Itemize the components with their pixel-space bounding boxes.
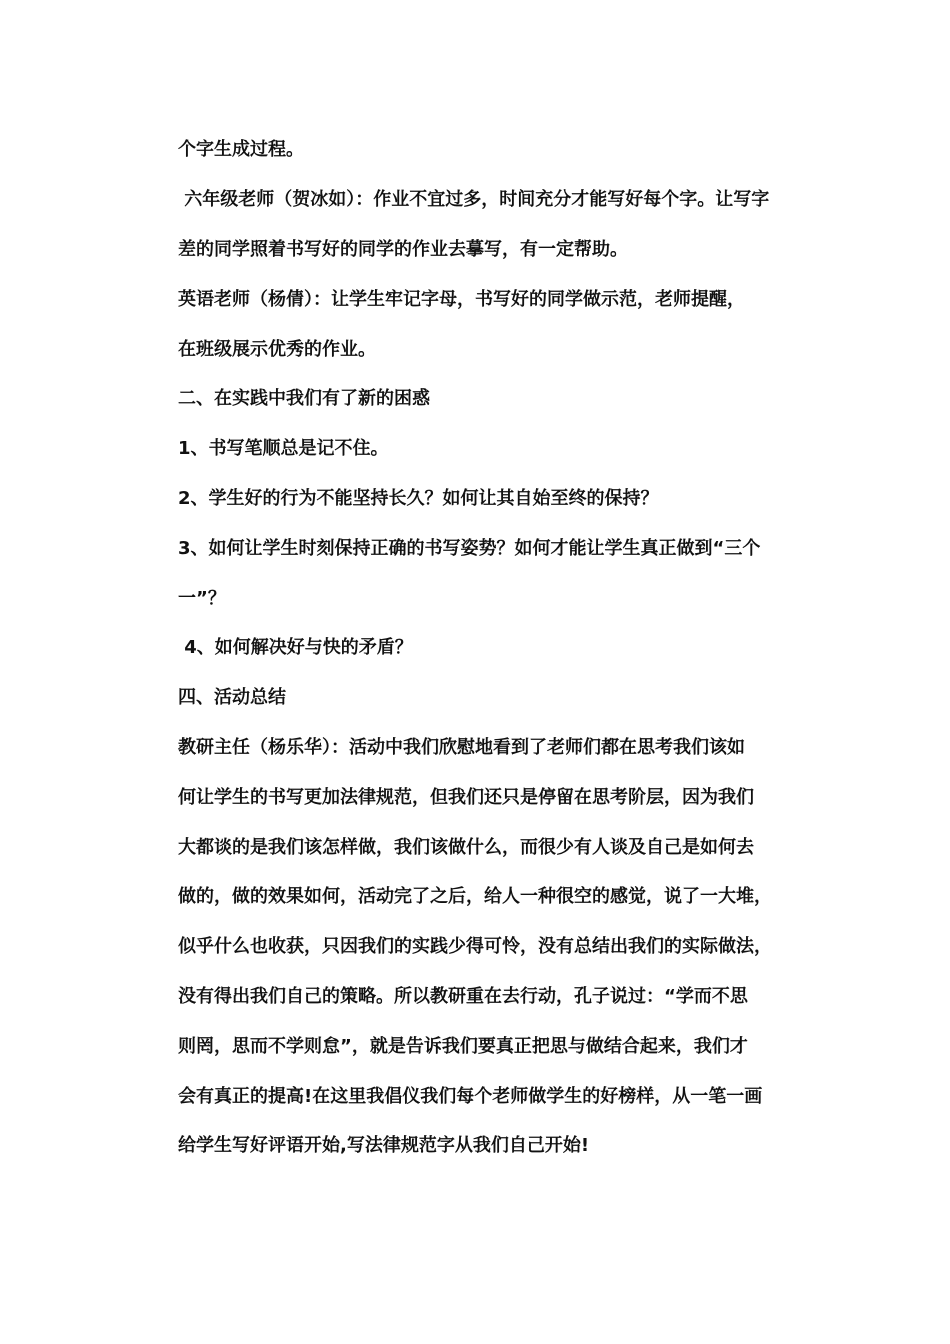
summary-line-7: 则罔，思而不学则怠”，就是告诉我们要真正把思与做结合起来，我们才 xyxy=(178,1036,748,1057)
list-item-3: 3、如何让学生时刻保持正确的书写姿势？如何才能让学生真正做到“三个 xyxy=(178,538,761,559)
summary-line-2: 何让学生的书写更加法律规范，但我们还只是停留在思考阶层，因为我们 xyxy=(178,787,754,808)
list-item-1: 1、书写笔顺总是记不住。 xyxy=(178,438,389,459)
summary-line-3: 大都谈的是我们该怎样做，我们该做什么，而很少有人谈及自己是如何去 xyxy=(178,837,754,858)
summary-line-8: 会有真正的提高!在这里我倡仪我们每个老师做学生的好榜样，从一笔一画 xyxy=(178,1086,763,1107)
text-line-3: 差的同学照着书写好的同学的作业去摹写，有一定帮助。 xyxy=(178,239,628,260)
section-heading-4: 四、活动总结 xyxy=(178,687,286,708)
text-line-2: 六年级老师（贺冰如）：作业不宜过多，时间充分才能写好每个字。让写字 xyxy=(178,189,770,210)
summary-line-9: 给学生写好评语开始,写法律规范字从我们自己开始! xyxy=(178,1135,590,1156)
section-heading-2: 二、在实践中我们有了新的困惑 xyxy=(178,388,430,409)
summary-line-4: 做的，做的效果如何，活动完了之后，给人一种很空的感觉，说了一大堆， xyxy=(178,886,772,907)
summary-line-1: 教研主任（杨乐华）：活动中我们欣慰地看到了老师们都在思考我们该如 xyxy=(178,737,745,758)
list-item-4: 4、如何解决好与快的矛盾？ xyxy=(178,637,413,658)
text-line-1: 个字生成过程。 xyxy=(178,139,304,160)
text-line-5: 在班级展示优秀的作业。 xyxy=(178,339,376,360)
text-line-4: 英语老师（杨倩）：让学生牢记字母，书写好的同学做示范，老师提醒， xyxy=(178,289,745,310)
summary-line-6: 没有得出我们自己的策略。所以教研重在去行动，孔子说过：“学而不思 xyxy=(178,986,748,1007)
summary-line-5: 似乎什么也收获，只因我们的实践少得可怜，没有总结出我们的实际做法， xyxy=(178,936,772,957)
list-item-2: 2、学生好的行为不能坚持长久？如何让其自始至终的保持？ xyxy=(178,488,659,509)
list-item-3-continued: 一”？ xyxy=(178,588,226,609)
